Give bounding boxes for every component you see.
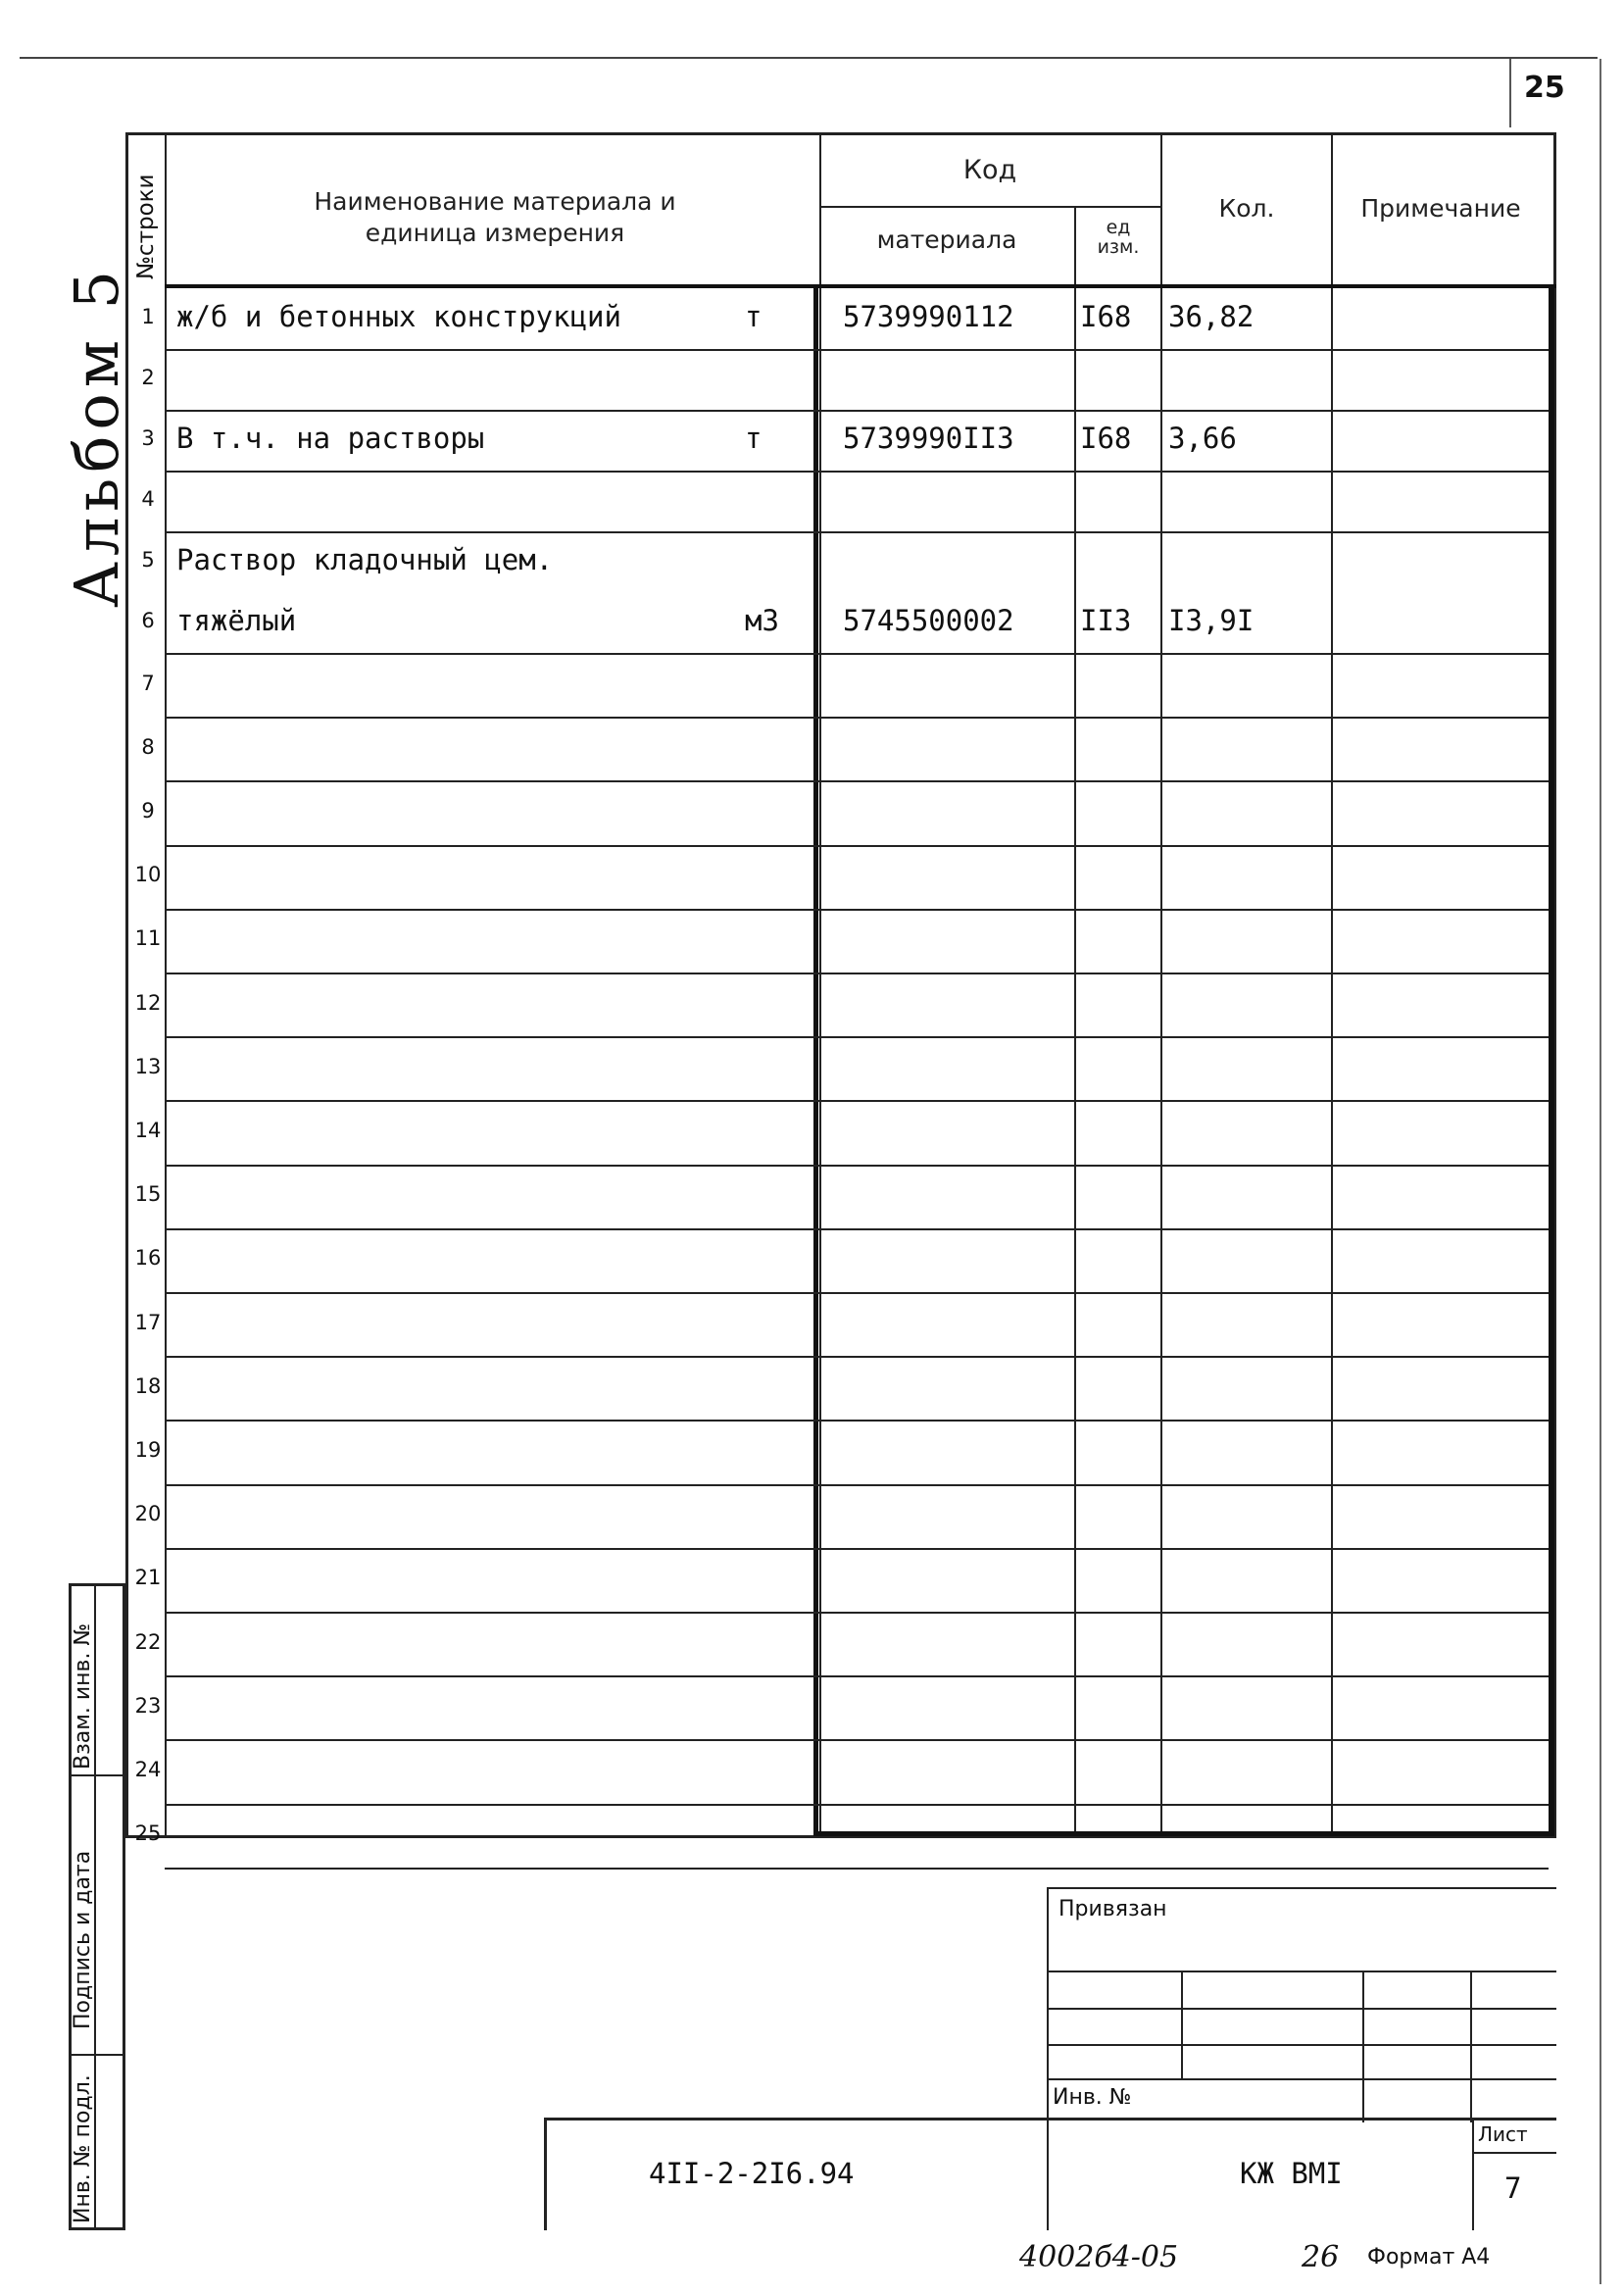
- handwritten-page-number: 26: [1302, 2240, 1340, 2274]
- header-row-no: №строки: [133, 174, 159, 279]
- table-row-rule: [165, 1292, 1549, 1294]
- col-divider-name: [819, 132, 821, 1838]
- handwritten-archive-number: 4002б4-05: [1019, 2240, 1179, 2274]
- row-number: 11: [134, 926, 162, 951]
- table-row-rule: [165, 1036, 1549, 1038]
- table-row-rule: [165, 1100, 1549, 1102]
- table-row-rule: [165, 1675, 1549, 1677]
- row-number: 21: [134, 1566, 162, 1590]
- stamp-grid-col-3: [1470, 1971, 1472, 2122]
- row-unit-code: I68: [1080, 422, 1132, 455]
- row-number: 7: [141, 671, 155, 695]
- table-row-rule: [165, 1484, 1549, 1486]
- row-name: В т.ч. на растворы: [176, 422, 485, 455]
- row-number: 18: [134, 1373, 162, 1398]
- row-quantity: I3,9I: [1168, 604, 1255, 637]
- sheet-label: Лист: [1478, 2122, 1528, 2146]
- row-number: 8: [141, 734, 155, 759]
- table-row-rule: [165, 1548, 1549, 1550]
- header-code: Код: [962, 155, 1017, 185]
- stamp-grid-col-2: [1362, 1971, 1364, 2122]
- table-row-rule: [165, 653, 1549, 655]
- table-row-rule: [165, 1612, 1549, 1614]
- table-row-rule: [165, 471, 1549, 473]
- row-number: 6: [141, 609, 155, 632]
- row-unit-code: II3: [1080, 604, 1132, 637]
- page-number: 25: [1524, 71, 1565, 105]
- stamp-left-rule: [1047, 1887, 1049, 2230]
- col-divider-unit: [1160, 132, 1162, 1838]
- table-row-rule: [165, 845, 1549, 847]
- side-label-inv-podl: Инв. № подл.: [71, 2074, 95, 2223]
- table-row-rule: [165, 973, 1549, 974]
- stamp-grid-rule-4: [1047, 2078, 1556, 2080]
- row-number: 24: [134, 1758, 162, 1781]
- col-divider-code: [1074, 208, 1076, 1838]
- table-row-rule: [165, 1804, 1549, 1806]
- header-unit: ед изм.: [1097, 217, 1140, 258]
- data-frame-left: [813, 286, 818, 1835]
- row-number: 25: [134, 1821, 162, 1846]
- row-number: 3: [141, 426, 155, 450]
- row-unit-name: м3: [745, 604, 779, 637]
- table-row-rule: [165, 717, 1549, 719]
- side-stamp-rule-2: [69, 2054, 125, 2056]
- row-number: 20: [134, 1502, 162, 1526]
- table-row-rule: [165, 1868, 1549, 1870]
- row-number: 5: [141, 548, 155, 572]
- title-block-top-rule: [544, 2118, 1556, 2120]
- stamp-grid-rule-1: [1047, 1971, 1556, 1972]
- right-rule: [1599, 59, 1601, 2284]
- row-number: 16: [134, 1246, 162, 1271]
- doc-section: КЖ ВМI: [1240, 2157, 1343, 2190]
- stamp-top-rule: [1047, 1887, 1556, 1889]
- stamp-grid-rule-3: [1047, 2044, 1556, 2046]
- header-bottom-rule: [165, 284, 1556, 288]
- row-quantity: 3,66: [1168, 422, 1237, 455]
- sheet-number: 7: [1504, 2171, 1522, 2205]
- table-row-rule: [165, 410, 1549, 412]
- row-material-code: 5739990II3: [843, 422, 1014, 455]
- row-name: Раствор кладочный цем.: [176, 543, 554, 576]
- row-unit-code: I68: [1080, 300, 1132, 333]
- row-unit-name: т: [745, 300, 763, 333]
- row-material-code: 5745500002: [843, 604, 1014, 637]
- row-number: 9: [141, 799, 155, 823]
- row-unit-name: т: [745, 422, 763, 455]
- row-number: 23: [134, 1693, 162, 1718]
- stamp-privyazan: Привязан: [1058, 1897, 1167, 1921]
- side-label-podpis: Подпись и дата: [71, 1850, 95, 2029]
- stamp-grid-rule-2: [1047, 2008, 1556, 2010]
- col-divider-qty: [1331, 132, 1333, 1838]
- format-label: Формат А4: [1367, 2245, 1491, 2270]
- side-stamp-rule-1: [69, 1774, 125, 1776]
- table-row-rule: [165, 780, 1549, 782]
- col-divider-rowno: [165, 132, 167, 1838]
- row-number: 4: [141, 487, 155, 511]
- table-row-rule: [165, 1356, 1549, 1358]
- top-rule: [20, 57, 1598, 59]
- row-number: 12: [134, 990, 162, 1015]
- table-frame: [125, 132, 1556, 1838]
- row-number: 13: [134, 1054, 162, 1078]
- header-material: материала: [876, 225, 1017, 254]
- row-quantity: 36,82: [1168, 300, 1255, 333]
- row-number: 17: [134, 1310, 162, 1334]
- table-row-rule: [165, 531, 1549, 533]
- row-material-code: 5739990112: [843, 300, 1014, 333]
- table-row-rule: [165, 1739, 1549, 1741]
- title-block-left-rule: [544, 2118, 547, 2230]
- header-note: Примечание: [1360, 194, 1521, 223]
- table-row-rule: [165, 1228, 1549, 1230]
- header-name: Наименование материала и единица измерения: [314, 187, 676, 247]
- stamp-grid-col-1: [1181, 1971, 1183, 2080]
- row-number: 14: [134, 1119, 162, 1142]
- row-number: 10: [134, 863, 162, 887]
- doc-code: 4II-2-2I6.94: [649, 2157, 855, 2190]
- data-frame-bottom: [813, 1831, 1554, 1836]
- header-qty: Кол.: [1218, 194, 1275, 223]
- row-number: 19: [134, 1438, 162, 1462]
- sheet-cell-left-rule: [1472, 2118, 1474, 2230]
- stamp-inv-no: Инв. №: [1053, 2085, 1132, 2110]
- header-code-underline: [819, 206, 1160, 208]
- data-frame-right: [1549, 286, 1554, 1835]
- table-row-rule: [165, 349, 1549, 351]
- row-number: 2: [141, 366, 155, 389]
- table-row-rule: [165, 1420, 1549, 1422]
- table-row-rule: [165, 909, 1549, 911]
- row-number: 15: [134, 1182, 162, 1207]
- row-number: 1: [141, 305, 155, 328]
- table-row-rule: [165, 1165, 1549, 1167]
- album-label: Альбом 5: [61, 264, 132, 608]
- row-name: ж/б и бетонных конструкций: [176, 300, 621, 333]
- side-label-vzam: Взам. инв. №: [71, 1622, 95, 1770]
- sheet-cell-rule: [1472, 2152, 1556, 2154]
- row-number: 22: [134, 1629, 162, 1654]
- row-name: тяжёлый: [176, 604, 297, 637]
- page-number-divider: [1509, 59, 1511, 127]
